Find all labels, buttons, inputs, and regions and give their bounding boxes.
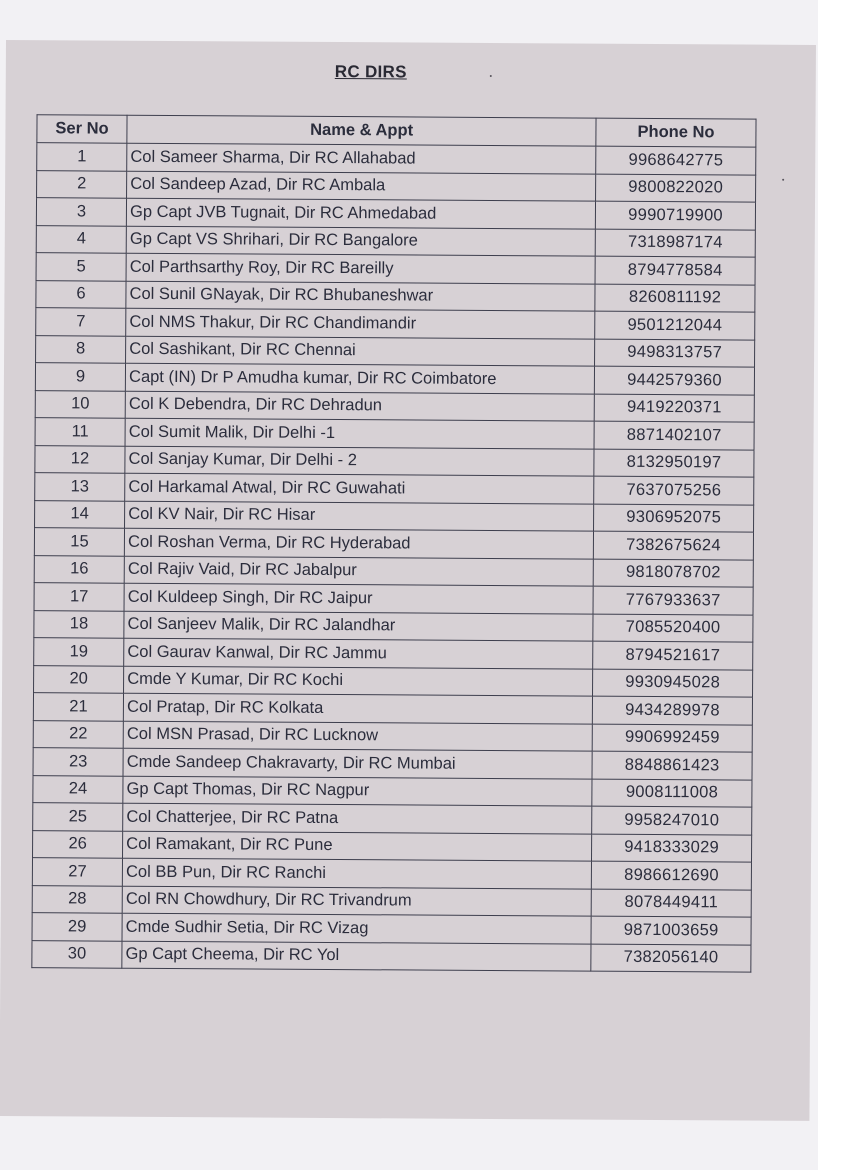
phone-no-cell: 9800822020 [596, 174, 756, 202]
phone-no-cell: 8794778584 [595, 256, 755, 284]
phone-no-cell: 9871003659 [591, 916, 751, 944]
header-name-appt: Name & Appt [127, 115, 596, 146]
table-row [35, 473, 754, 505]
table-row [34, 583, 753, 615]
table-row [33, 803, 752, 835]
name-appt-cell: Col Gaurav Kanwal, Dir RC Jammu [124, 638, 593, 668]
phone-no-cell: 8871402107 [594, 421, 754, 449]
name-appt-cell: Col Sanjay Kumar, Dir Delhi - 2 [125, 446, 594, 476]
name-appt-cell: Col Sandeep Azad, Dir RC Ambala [127, 171, 596, 201]
scanned-page [0, 40, 816, 1121]
name-appt-cell: Col BB Pun, Dir RC Ranchi [122, 858, 591, 888]
name-appt-cell: Col Sumit Malik, Dir Delhi -1 [125, 418, 594, 448]
table-row [33, 693, 752, 725]
phone-no-cell: 7382056140 [591, 944, 751, 972]
table-row [34, 528, 753, 560]
name-appt-cell: Cmde Y Kumar, Dir RC Kochi [124, 666, 593, 696]
phone-no-cell: 9501212044 [595, 311, 755, 339]
name-appt-cell: Col Ramakant, Dir RC Pune [123, 831, 592, 861]
table-row [34, 665, 753, 697]
ser-no-cell: 2 [37, 170, 127, 198]
name-appt-cell: Col Chatterjee, Dir RC Patna [123, 803, 592, 833]
name-appt-cell: Col Harkamal Atwal, Dir RC Guwahati [125, 473, 594, 503]
phone-no-cell: 9990719900 [596, 201, 756, 229]
table-row [35, 418, 754, 450]
ser-no-cell: 4 [36, 225, 126, 253]
ser-no-cell: 8 [36, 335, 126, 363]
name-appt-cell: Col Kuldeep Singh, Dir RC Jaipur [124, 583, 593, 613]
name-appt-cell: Col Rajiv Vaid, Dir RC Jabalpur [124, 556, 593, 586]
table-row [36, 253, 755, 285]
name-appt-cell: Cmde Sudhir Setia, Dir RC Vizag [122, 913, 591, 943]
ser-no-cell: 7 [36, 308, 126, 336]
ser-no-cell: 22 [33, 720, 123, 748]
name-appt-cell: Col Sameer Sharma, Dir RC Allahabad [127, 143, 596, 173]
name-appt-cell: Col K Debendra, Dir RC Dehradun [125, 391, 594, 421]
name-appt-cell: Col Parthsarthy Roy, Dir RC Bareilly [126, 253, 595, 283]
header-ser-no: Ser No [37, 115, 127, 144]
ser-no-cell: 23 [33, 748, 123, 776]
table-row [32, 940, 751, 972]
ser-no-cell: 6 [36, 280, 126, 308]
table-row [36, 308, 755, 340]
phone-no-cell: 7767933637 [593, 586, 753, 614]
phone-no-cell: 8794521617 [593, 641, 753, 669]
table-row [34, 638, 753, 670]
ser-no-cell: 1 [37, 143, 127, 171]
directory-table [31, 114, 756, 972]
phone-no-cell: 9906992459 [592, 724, 752, 752]
phone-no-cell: 7637075256 [594, 476, 754, 504]
phone-no-cell: 8078449411 [591, 889, 751, 917]
name-appt-cell: Col KV Nair, Dir RC Hisar [125, 501, 594, 531]
ser-no-cell: 13 [35, 473, 125, 501]
name-appt-cell: Col Pratap, Dir RC Kolkata [123, 693, 592, 723]
name-appt-cell: Col NMS Thakur, Dir RC Chandimandir [126, 308, 595, 338]
name-appt-cell: Gp Capt Cheema, Dir RC Yol [122, 941, 591, 971]
ser-no-cell: 14 [35, 500, 125, 528]
table-row [35, 390, 754, 422]
phone-no-cell: 9442579360 [595, 366, 755, 394]
scan-speck [782, 179, 784, 181]
name-appt-cell: Col Sashikant, Dir RC Chennai [126, 336, 595, 366]
ser-no-cell: 15 [34, 528, 124, 556]
phone-no-cell: 9498313757 [595, 339, 755, 367]
ser-no-cell: 20 [34, 665, 124, 693]
ser-no-cell: 25 [33, 803, 123, 831]
phone-no-cell: 9930945028 [593, 669, 753, 697]
phone-no-cell: 9818078702 [593, 559, 753, 587]
phone-no-cell: 7318987174 [595, 229, 755, 257]
ser-no-cell: 5 [36, 253, 126, 281]
ser-no-cell: 19 [34, 638, 124, 666]
phone-no-cell: 8986612690 [592, 861, 752, 889]
table-row [35, 500, 754, 532]
table-row [36, 198, 755, 230]
table-row [36, 335, 755, 367]
table-row [35, 445, 754, 477]
scan-speck [490, 75, 492, 77]
phone-no-cell: 8132950197 [594, 449, 754, 477]
phone-no-cell: 9418333029 [592, 834, 752, 862]
table-row [32, 858, 751, 890]
name-appt-cell: Col Sanjeev Malik, Dir RC Jalandhar [124, 611, 593, 641]
phone-no-cell: 7382675624 [594, 531, 754, 559]
phone-no-cell: 7085520400 [593, 614, 753, 642]
table-row [37, 143, 756, 175]
table-row [32, 885, 751, 917]
phone-no-cell: 8260811192 [595, 284, 755, 312]
ser-no-cell: 3 [36, 198, 126, 226]
table-row [33, 775, 752, 807]
phone-no-cell: 9306952075 [594, 504, 754, 532]
ser-no-cell: 10 [35, 390, 125, 418]
name-appt-cell: Col MSN Prasad, Dir RC Lucknow [123, 721, 592, 751]
table-header-row [37, 115, 756, 147]
ser-no-cell: 16 [34, 555, 124, 583]
table-row [34, 555, 753, 587]
name-appt-cell: Gp Capt JVB Tugnait, Dir RC Ahmedabad [126, 198, 595, 228]
scan-background-edge [818, 0, 850, 1170]
ser-no-cell: 11 [35, 418, 125, 446]
table-row [35, 363, 754, 395]
table-row [33, 720, 752, 752]
name-appt-cell: Gp Capt VS Shrihari, Dir RC Bangalore [126, 226, 595, 256]
ser-no-cell: 21 [33, 693, 123, 721]
header-phone-no: Phone No [596, 118, 756, 147]
ser-no-cell: 28 [32, 885, 122, 913]
table-row [33, 830, 752, 862]
ser-no-cell: 29 [32, 913, 122, 941]
page-title: RC DIRS [334, 62, 407, 82]
ser-no-cell: 18 [34, 610, 124, 638]
table-row [33, 748, 752, 780]
ser-no-cell: 30 [32, 940, 122, 968]
name-appt-cell: Gp Capt Thomas, Dir RC Nagpur [123, 776, 592, 806]
table-row [36, 280, 755, 312]
name-appt-cell: Col Sunil GNayak, Dir RC Bhubaneshwar [126, 281, 595, 311]
phone-no-cell: 8848861423 [592, 751, 752, 779]
ser-no-cell: 27 [32, 858, 122, 886]
table-body [32, 143, 756, 972]
phone-no-cell: 9968642775 [596, 146, 756, 174]
ser-no-cell: 24 [33, 775, 123, 803]
phone-no-cell: 9434289978 [593, 696, 753, 724]
ser-no-cell: 17 [34, 583, 124, 611]
ser-no-cell: 26 [33, 830, 123, 858]
name-appt-cell: Col RN Chowdhury, Dir RC Trivandrum [122, 886, 591, 916]
phone-no-cell: 9419220371 [594, 394, 754, 422]
table-row [32, 913, 751, 945]
phone-no-cell: 9958247010 [592, 806, 752, 834]
ser-no-cell: 9 [35, 363, 125, 391]
name-appt-cell: Col Roshan Verma, Dir RC Hyderabad [124, 528, 593, 558]
table-row [37, 170, 756, 202]
ser-no-cell: 12 [35, 445, 125, 473]
phone-no-cell: 9008111008 [592, 779, 752, 807]
table-row [36, 225, 755, 257]
name-appt-cell: Capt (IN) Dr P Amudha kumar, Dir RC Coimbatore [125, 363, 594, 393]
name-appt-cell: Cmde Sandeep Chakravarty, Dir RC Mumbai [123, 748, 592, 778]
table-row [34, 610, 753, 642]
